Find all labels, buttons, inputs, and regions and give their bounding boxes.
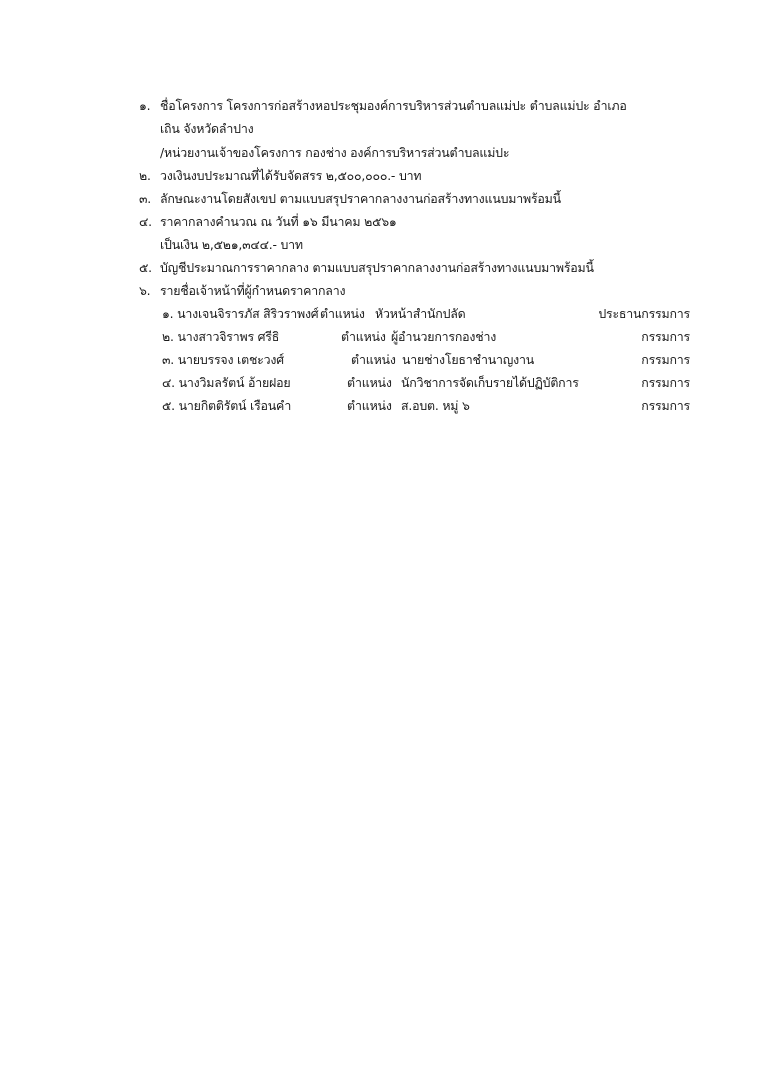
item-1-agency: /หน่วยงานเจ้าของโครงการ กองช่าง องค์การบริหารส่วนตำบลแม่ปะ (160, 145, 510, 160)
committee-position: ผู้อำนวยการกองช่าง (391, 329, 497, 344)
committee-position: ส.อบต. หมู่ ๖ (401, 398, 470, 413)
committee-position-label: ตำแหน่ง (347, 398, 392, 413)
committee-role: ประธานกรรมการ (598, 306, 690, 321)
item-5-text: บัญชีประมาณการราคากลาง ตามแบบสรุปราคากลางงานก่อสร้างทางแนบมาพร้อมนี้ (160, 260, 594, 275)
item-1-text-cont: เถิน จังหวัดลำปาง (160, 121, 254, 136)
committee-position: นายช่างโยธาชำนาญงาน (402, 352, 534, 367)
item-3-text: ลักษณะงานโดยสังเขป ตามแบบสรุปราคากลางงานก่อสร้างทางแนบมาพร้อมนี้ (160, 191, 561, 206)
item-1-text: ชื่อโครงการ โครงการก่อสร้างหอประชุมองค์การบริหารส่วนตำบลแม่ปะ ตำบลแม่ปะ อำเภอ (160, 98, 627, 113)
item-2-number: ๒. (139, 168, 151, 183)
item-2-text: วงเงินงบประมาณที่ได้รับจัดสรร ๒,๕๐๐,๐๐๐.- บาท (160, 168, 422, 183)
committee-name: ๔. นางวิมลรัตน์ อ้ายฝอย (162, 375, 291, 390)
committee-name: ๑. นางเจนจิรารภัส สิริวราพงศ์ (162, 306, 319, 321)
committee-name: ๕. นายกิตติรัตน์ เรือนคำ (162, 398, 292, 413)
committee-role: กรรมการ (641, 398, 690, 413)
committee-role: กรรมการ (641, 329, 690, 344)
committee-name: ๓. นายบรรจง เตชะวงศ์ (162, 352, 284, 367)
committee-role: กรรมการ (641, 352, 690, 367)
committee-role: กรรมการ (641, 375, 690, 390)
item-4-text: ราคากลางคำนวณ ณ วันที่ ๑๖ มีนาคม ๒๕๖๑ (160, 214, 397, 229)
item-3-number: ๓. (139, 191, 152, 206)
item-6-text: รายชื่อเจ้าหน้าที่ผู้กำหนดราคากลาง (160, 283, 346, 298)
item-6-number: ๖. (139, 283, 151, 298)
item-5-number: ๕. (139, 260, 152, 275)
committee-position-label: ตำแหน่ง (320, 306, 365, 321)
item-1-number: ๑. (139, 98, 151, 113)
item-4-number: ๔. (139, 214, 152, 229)
committee-position: หัวหน้าสำนักปลัด (375, 306, 466, 321)
committee-position-label: ตำแหน่ง (347, 375, 392, 390)
item-4-amount: เป็นเงิน ๒,๕๒๑,๓๔๔.- บาท (160, 237, 303, 252)
committee-name: ๒. นางสาวจิราพร ศรีธิ (162, 329, 280, 344)
committee-position-label: ตำแหน่ง (351, 352, 396, 367)
committee-position-label: ตำแหน่ง (341, 329, 386, 344)
committee-position: นักวิชาการจัดเก็บรายได้ปฏิบัติการ (401, 375, 579, 390)
